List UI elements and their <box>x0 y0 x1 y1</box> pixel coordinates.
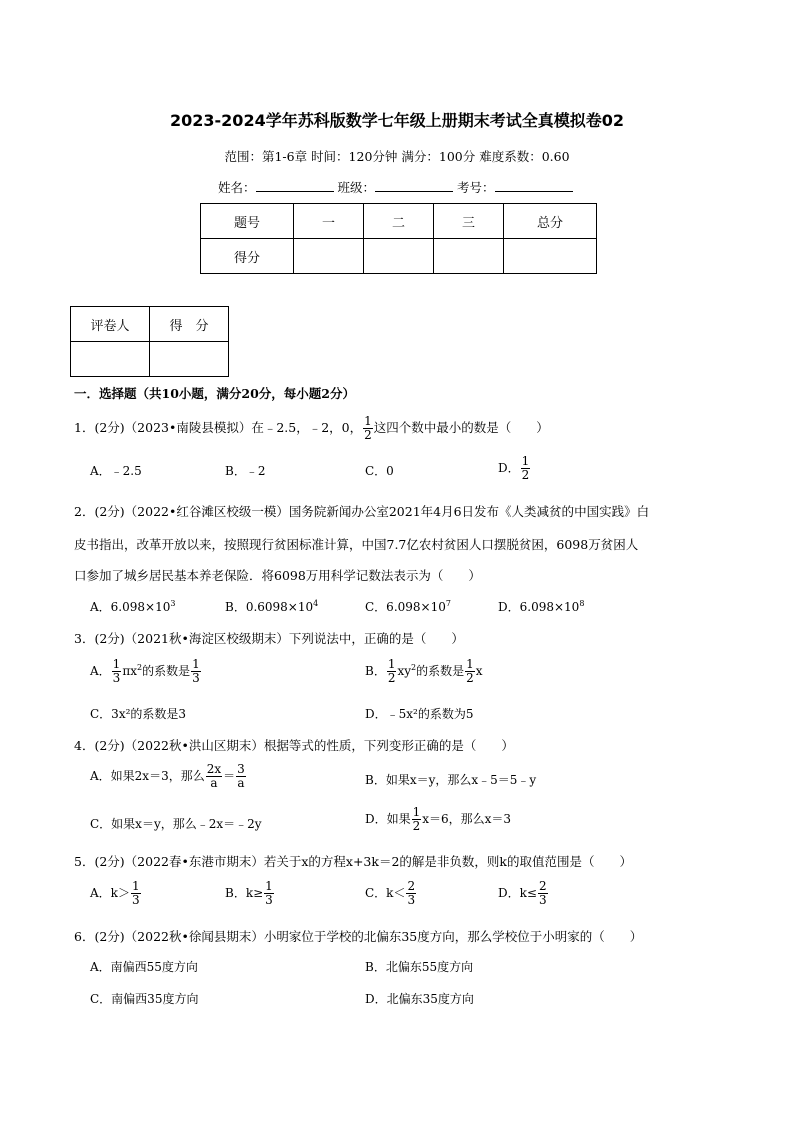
q3-option-a[interactable]: A． $\frac{1}{3}$ $\pi x^2$的系数是 $\frac{1}{3}$ <box>90 657 200 685</box>
q2-line-1: 2．(2分)（2022•红谷滩区校级一模）国务院新闻办公室2021年4月6日发布《人类减贫的中国实践》白 <box>74 504 650 519</box>
student-info-line <box>218 178 577 196</box>
q1-option-c[interactable]: C．0 <box>365 464 394 478</box>
score-table-score-row <box>201 239 597 274</box>
q4-option-a[interactable]: A．如果2x＝3，那么 $\frac{2x}{a}$ ＝ $\frac{3}{a}$ <box>90 762 245 790</box>
grader-table <box>70 306 229 377</box>
score-table <box>200 203 597 274</box>
q6-option-d[interactable]: D．北偏东35度方向 <box>365 992 474 1006</box>
q5-option-c[interactable]: C．k＜ $\frac{2}{3}$ <box>365 879 416 907</box>
q3-option-b[interactable]: B． $\frac{1}{2}$ $xy^2$的系数是 $\frac{1}{2}$ x <box>365 657 483 685</box>
grader-score-input[interactable] <box>150 342 229 377</box>
score-cell-part3: 三 <box>434 204 504 239</box>
q2-option-d[interactable]: D．$6.098\times 10^8$ <box>498 599 585 614</box>
grader-input[interactable] <box>71 342 150 377</box>
q4-option-c[interactable]: C．如果x＝y，那么﹣2x＝﹣2y <box>90 817 262 831</box>
exam-info: 范围：第1-6章 时间：120分钟 满分：100分 难度系数：0.60 <box>224 149 570 164</box>
q3-option-d[interactable]: D．﹣5x²的系数为5 <box>365 707 474 721</box>
q4-stem: 4．(2分)（2022秋•洪山区期末）根据等式的性质，下列变形正确的是（ ） <box>74 738 514 753</box>
section-title: 一．选择题（共10小题，满分20分，每小题2分） <box>74 386 355 401</box>
q5-option-d[interactable]: D．k≤ $\frac{2}{3}$ <box>498 879 547 907</box>
q6-option-c[interactable]: C．南偏西35度方向 <box>90 992 199 1006</box>
score-table-header-row <box>201 204 597 239</box>
q5-option-a[interactable]: A．k＞ $\frac{1}{3}$ <box>90 879 140 907</box>
name-label: 姓名： <box>218 180 256 195</box>
q5-option-b[interactable]: B．k≥ $\frac{1}{3}$ <box>225 879 273 907</box>
score-cell-label: 题号 <box>201 204 294 239</box>
q2-option-b[interactable]: B．$0.6098\times 10^4$ <box>225 599 319 614</box>
q3-stem: 3．(2分)（2021秋•海淀区校级期末）下列说法中，正确的是（ ） <box>74 631 464 646</box>
q2-option-c[interactable]: C．$6.098\times 10^7$ <box>365 599 451 614</box>
q1-stem-b: 这四个数中最小的数是（ ） <box>373 420 549 435</box>
q5-stem: 5．(2分)（2022春•东港市期末）若关于x的方程x+3k＝2的解是非负数，则k的取值范围是（ ） <box>74 854 632 869</box>
q1-option-a[interactable]: A．﹣2.5 <box>90 464 142 478</box>
q2-line-2: 皮书指出，改革开放以来，按照现行贫困标准计算，中国7.7亿农村贫困人口摆脱贫困，6098万贫困人 <box>74 537 639 552</box>
q4-option-d[interactable]: D．如果 $\frac{1}{2}$ x＝6，那么x＝3 <box>365 805 512 833</box>
score-cell-part1: 一 <box>294 204 364 239</box>
q6-option-a[interactable]: A．南偏西55度方向 <box>90 960 198 974</box>
score-input-total[interactable] <box>504 239 597 274</box>
score-cell-part2: 二 <box>364 204 434 239</box>
id-blank[interactable] <box>495 179 573 192</box>
score-input-3[interactable] <box>434 239 504 274</box>
exam-title: 2023-2024学年苏科版数学七年级上册期末考试全真模拟卷02 <box>170 111 624 130</box>
q3-option-c[interactable]: C．3x²的系数是3 <box>90 707 187 721</box>
q1-fraction: $\frac{1}{2}$ <box>364 414 372 442</box>
id-label: 考号： <box>457 180 495 195</box>
q6-stem: 6．(2分)（2022秋•徐闻县期末）小明家位于学校的北偏东35度方向，那么学校位于小明家的（ ） <box>74 929 643 944</box>
q2-option-a[interactable]: A．$6.098\times 10^3$ <box>90 599 176 614</box>
q1-option-d[interactable]: D． $\frac{1}{2}$ <box>498 454 530 482</box>
q2-line-3: 口参加了城乡居民基本养老保险．将6098万用科学记数法表示为（ ） <box>74 568 481 583</box>
score-row-label: 得分 <box>201 239 294 274</box>
q1-stem-a: 1．(2分)（2023•南陵县模拟）在﹣2.5，﹣2，0， <box>74 420 363 435</box>
class-label: 班级： <box>337 180 376 195</box>
name-blank[interactable] <box>256 179 334 192</box>
score-input-1[interactable] <box>294 239 364 274</box>
grader-label: 评卷人 <box>71 307 150 342</box>
class-blank[interactable] <box>375 179 453 192</box>
q6-option-b[interactable]: B．北偏东55度方向 <box>365 960 474 974</box>
q1-d-fraction: $\frac{1}{2}$ <box>521 454 530 482</box>
grader-score-label: 得 分 <box>150 307 229 342</box>
score-cell-total: 总分 <box>504 204 597 239</box>
question-1 <box>74 415 549 442</box>
score-input-2[interactable] <box>364 239 434 274</box>
q1-option-b[interactable]: B．﹣2 <box>225 464 266 478</box>
q4-option-b[interactable]: B．如果x＝y，那么x﹣5＝5﹣y <box>365 773 537 787</box>
